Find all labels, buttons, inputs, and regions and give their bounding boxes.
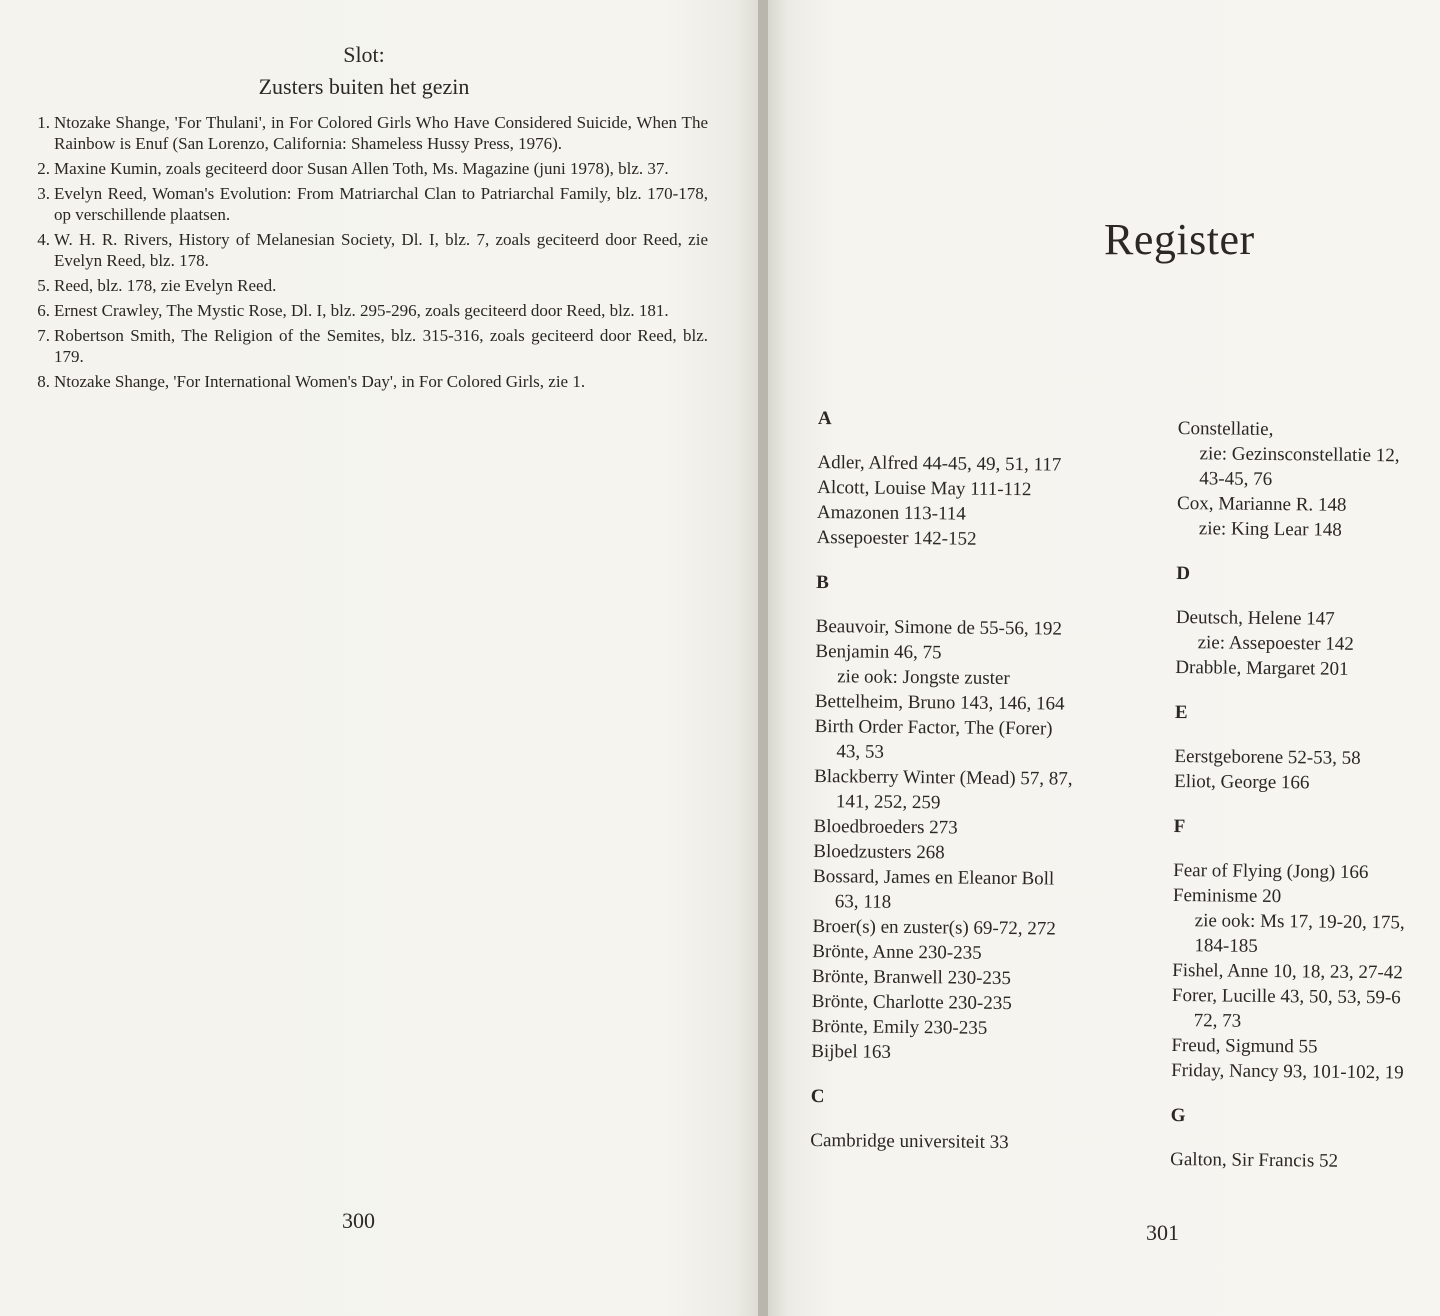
endnote-number: 8. bbox=[37, 372, 50, 391]
endnote bbox=[30, 183, 708, 225]
index-letter-heading: G bbox=[1170, 1104, 1186, 1127]
index-subentry: zie ook: Jongste zuster bbox=[837, 666, 1010, 690]
index-letter-heading: A bbox=[817, 408, 832, 430]
index-section bbox=[1174, 702, 1440, 797]
endnote bbox=[30, 112, 708, 154]
index-subentry: zie: Assepoester 142 bbox=[1197, 632, 1354, 655]
index-section bbox=[810, 1086, 1141, 1156]
endnote bbox=[30, 325, 708, 367]
index-subentry: 43, 53 bbox=[836, 741, 885, 763]
endnote-number: 7. bbox=[37, 326, 50, 345]
endnote-text: Ntozake Shange, 'For Thulani', in For Colored Girls Who Have Considered Suicide, When The Rainbow is Enuf (San Lorenzo, California: Shameless Hussy Press, 1976). bbox=[54, 113, 708, 153]
index-entry: Benjamin 46, 75 bbox=[815, 640, 942, 664]
index-entry: Cambridge universiteit 33 bbox=[810, 1129, 1009, 1154]
index-entry: Fishel, Anne 10, 18, 23, 27-42 bbox=[1172, 959, 1403, 984]
endnote-number: 5. bbox=[37, 276, 50, 295]
index-letter-heading: B bbox=[816, 571, 829, 594]
endnote-text: Maxine Kumin, zoals geciteerd door Susan Allen Toth, Ms. Magazine (juni 1978), blz. 37. bbox=[54, 159, 669, 178]
index-entry: Deutsch, Helene 147 bbox=[1175, 606, 1335, 630]
index-entry: Bossard, James en Eleanor Boll bbox=[812, 865, 1055, 890]
index-entry: Drabble, Margaret 201 bbox=[1175, 656, 1349, 680]
endnote-number: 4. bbox=[37, 230, 50, 249]
endnote bbox=[30, 371, 708, 392]
endnote-number: 1. bbox=[37, 113, 50, 132]
index-subentry: zie: King Lear 148 bbox=[1198, 518, 1342, 541]
index-entry: Eliot, George 166 bbox=[1174, 770, 1310, 794]
index-entry: Bloedzusters 268 bbox=[813, 840, 945, 864]
index-subentry: 141, 252, 259 bbox=[835, 791, 941, 814]
index-subentry: 184-185 bbox=[1194, 935, 1258, 957]
index-entry: Brönte, Anne 230-235 bbox=[812, 940, 982, 964]
index-entry: Galton, Sir Francis 52 bbox=[1170, 1148, 1339, 1172]
index-entry: Forer, Lucille 43, 50, 53, 59-6 bbox=[1171, 984, 1401, 1009]
index-subentry: zie ook: Ms 17, 19-20, 175, bbox=[1194, 910, 1405, 934]
chapter-heading-line2: Zusters buiten het gezin bbox=[258, 74, 470, 99]
index-entry: Eerstgeborene 52-53, 58 bbox=[1174, 745, 1361, 769]
endnotes-list bbox=[30, 112, 708, 396]
book-gutter bbox=[758, 0, 768, 1316]
index-section bbox=[1171, 816, 1440, 1086]
index-subentry: zie: Gezinsconstellatie 12, bbox=[1199, 443, 1400, 467]
index-entry: Friday, Nancy 93, 101-102, 19 bbox=[1171, 1059, 1404, 1084]
chapter-heading-line1: Slot: bbox=[343, 42, 385, 67]
index-entry: Amazonen 113-114 bbox=[816, 501, 966, 525]
index-letter-heading: C bbox=[810, 1085, 825, 1108]
index-section bbox=[1175, 563, 1440, 683]
index-letter-heading: F bbox=[1173, 815, 1186, 838]
index-subentry: 72, 73 bbox=[1193, 1010, 1242, 1032]
endnote bbox=[30, 229, 708, 271]
endnote-text: W. H. R. Rivers, History of Melanesian Society, Dl. I, blz. 7, zoals geciteerd door Reed, zie Evelyn Reed, blz. 178. bbox=[54, 230, 708, 270]
index-entry: Bloedbroeders 273 bbox=[813, 815, 958, 839]
index-entry: Cox, Marianne R. 148 bbox=[1176, 492, 1347, 516]
endnote bbox=[30, 300, 708, 321]
endnote-text: Ntozake Shange, 'For International Women's Day', in For Colored Girls, zie 1. bbox=[54, 372, 586, 391]
index-column-left bbox=[810, 408, 1148, 1178]
index-column-right bbox=[1170, 416, 1440, 1197]
index-entry: Brönte, Charlotte 230-235 bbox=[811, 990, 1012, 1015]
index-section bbox=[817, 408, 1148, 553]
endnote-text: Robertson Smith, The Religion of the Semites, blz. 315-316, zoals geciteerd door Reed, blz. 179. bbox=[54, 326, 708, 366]
index-entry: Brönte, Emily 230-235 bbox=[811, 1015, 988, 1039]
index-entry: Brönte, Branwell 230-235 bbox=[811, 965, 1012, 990]
index-section bbox=[1170, 1105, 1440, 1175]
page-number-left: 300 bbox=[342, 1208, 375, 1233]
index-entry: Blackberry Winter (Mead) 57, 87, bbox=[814, 765, 1073, 790]
index-entry: Beauvoir, Simone de 55-56, 192 bbox=[815, 615, 1063, 640]
index-letter-heading: E bbox=[1174, 701, 1188, 724]
register-title: Register bbox=[1104, 215, 1255, 264]
endnote-text: Ernest Crawley, The Mystic Rose, Dl. I, blz. 295-296, zoals geciteerd door Reed, blz. 181. bbox=[54, 301, 669, 320]
index-entry: Bettelheim, Bruno 143, 146, 164 bbox=[814, 690, 1065, 715]
endnote-text: Evelyn Reed, Woman's Evolution: From Matriarchal Clan to Patriarchal Family, blz. 170-178, op verschillende plaatsen. bbox=[54, 184, 708, 224]
index-entry: Adler, Alfred 44-45, 49, 51, 117 bbox=[817, 451, 1062, 476]
endnote bbox=[30, 275, 708, 296]
endnote-number: 2. bbox=[37, 159, 50, 178]
endnote-number: 6. bbox=[37, 301, 50, 320]
right-page bbox=[768, 0, 1440, 1316]
page-number-right: 301 bbox=[1146, 1220, 1179, 1245]
index-entry: Feminisme 20 bbox=[1172, 884, 1282, 908]
index-section bbox=[811, 572, 1146, 1067]
endnote-number: 3. bbox=[37, 184, 50, 203]
index-entry: Broer(s) en zuster(s) 69-72, 272 bbox=[812, 915, 1056, 940]
index-entry: Bijbel 163 bbox=[811, 1040, 892, 1063]
endnote bbox=[30, 158, 708, 179]
index-entry: Alcott, Louise May 111-112 bbox=[817, 476, 1032, 501]
index-entry: Birth Order Factor, The (Forer) bbox=[814, 715, 1053, 740]
index-subentry: 63, 118 bbox=[834, 891, 892, 913]
index-letter-heading: D bbox=[1176, 562, 1191, 585]
index-entry: Assepoester 142-152 bbox=[816, 526, 977, 550]
index-entry: Constellatie, bbox=[1177, 417, 1274, 440]
index-section bbox=[1177, 416, 1440, 544]
index-entry: Freud, Sigmund 55 bbox=[1171, 1034, 1318, 1058]
index-subentry: 43-45, 76 bbox=[1199, 468, 1273, 490]
index-entry: Fear of Flying (Jong) 166 bbox=[1173, 859, 1369, 884]
endnote-text: Reed, blz. 178, zie Evelyn Reed. bbox=[54, 276, 277, 295]
